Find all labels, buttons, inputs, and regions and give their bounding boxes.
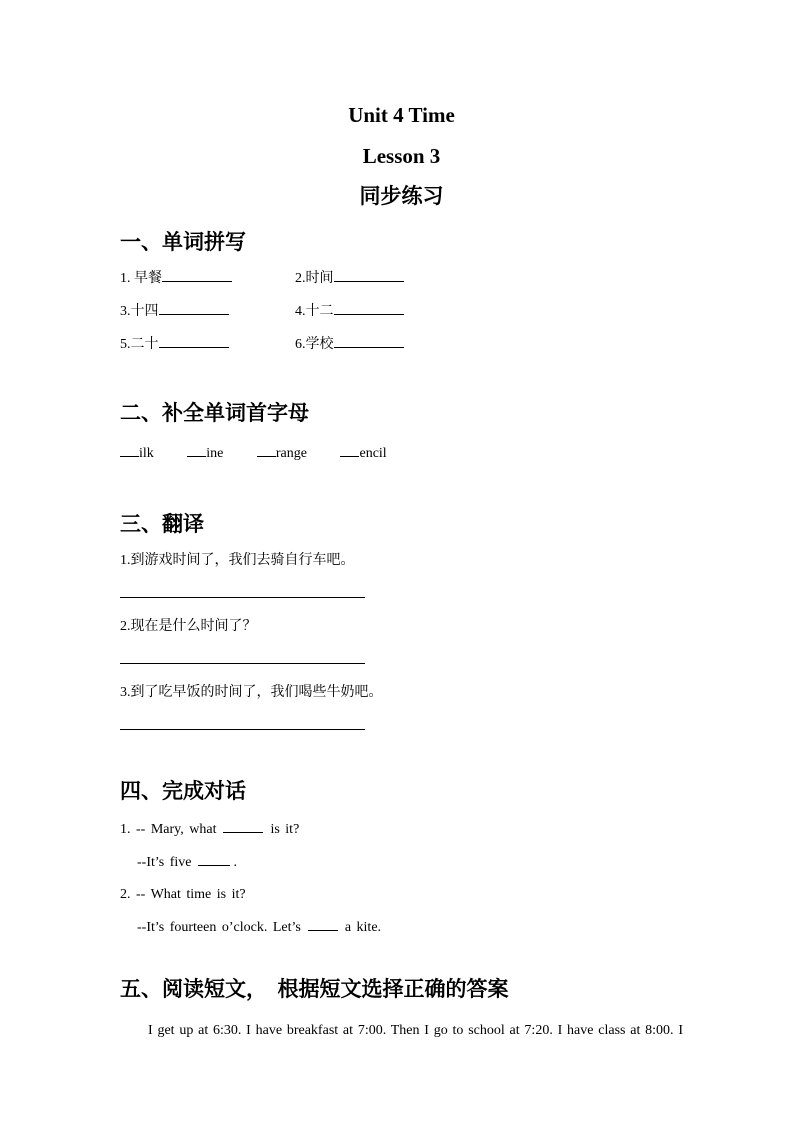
section-dialogue — [120, 780, 683, 938]
section-first-letters — [120, 402, 683, 464]
letter-item-2 — [187, 443, 223, 464]
section-translation — [120, 513, 683, 730]
reading-passage: I get up at 6:30. I have breakfast at 7:00. Then I go to school at 7:20. I have class at 8:00. I — [148, 1023, 683, 1038]
translation-question-3: 3.到了吃早饭的时间了，我们喝些牛奶吧。 — [120, 685, 383, 700]
word-item-2-label: 2.时间 — [295, 271, 334, 286]
word-item-6-blank — [334, 334, 404, 348]
letter-item-2-word: ine — [206, 446, 224, 461]
word-item-2 — [295, 268, 683, 289]
section3-heading: 三、翻译 — [120, 513, 204, 536]
dialogue-line-4-post: a kite. — [344, 920, 382, 935]
translation-list — [120, 551, 683, 730]
section-reading — [120, 978, 683, 1041]
section2-heading: 二、补全单词首字母 — [120, 402, 309, 425]
dialogue-line-2 — [120, 852, 683, 873]
translation-answer-line-1 — [120, 597, 365, 598]
dialogue-line-3-text: 2. -- What time is it? — [120, 887, 246, 902]
letter-item-1 — [120, 443, 154, 464]
page-content — [120, 0, 683, 1055]
letter-item-4 — [340, 443, 386, 464]
dialogue-line-1 — [120, 819, 683, 840]
dialogue-line-4-pre: --It’s fourteen o’clock. Let’s — [137, 920, 301, 935]
dialogue-line-1-pre: 1. -- Mary, what — [120, 822, 217, 837]
letter-item-1-blank — [120, 443, 139, 457]
word-item-1-blank — [162, 268, 232, 282]
letter-item-3-blank — [257, 443, 276, 457]
word-item-5-blank — [159, 334, 229, 348]
letter-item-1-word: ilk — [139, 446, 154, 461]
dialogue-line-2-post: . — [233, 855, 237, 870]
letter-item-3 — [257, 443, 307, 464]
word-item-5-label: 5.二十 — [120, 337, 159, 352]
word-item-3 — [120, 301, 295, 322]
dialogue-line-2-blank — [198, 852, 230, 866]
translation-question-1: 1.到游戏时间了，我们去骑自行车吧。 — [120, 553, 355, 568]
word-item-4-blank — [334, 301, 404, 315]
section-word-spelling — [120, 231, 683, 355]
section4-heading: 四、完成对话 — [120, 780, 246, 803]
word-item-3-label: 3.十四 — [120, 304, 159, 319]
section1-heading: 一、单词拼写 — [120, 231, 246, 254]
dialogue-line-1-blank — [223, 819, 263, 833]
dialogue-line-2-pre: --It’s five — [137, 855, 192, 870]
dialogue-block — [120, 819, 683, 938]
word-item-3-blank — [159, 301, 229, 315]
word-item-1 — [120, 268, 295, 289]
doc-title-lesson: Lesson 3 — [362, 144, 441, 168]
translation-answer-line-3 — [120, 729, 365, 730]
section5-heading: 五、阅读短文， 根据短文选择正确的答案 — [120, 978, 509, 1001]
dialogue-line-4-blank — [308, 917, 338, 931]
word-spelling-grid — [120, 268, 683, 355]
word-item-2-blank — [334, 268, 404, 282]
word-item-5 — [120, 334, 295, 355]
dialogue-line-4 — [120, 917, 683, 938]
first-letter-row — [120, 443, 683, 464]
word-item-1-label: 1. 早餐 — [120, 271, 162, 286]
translation-question-2: 2.现在是什么时间了？ — [120, 619, 257, 634]
letter-item-3-word: range — [275, 446, 307, 461]
word-item-4 — [295, 301, 683, 322]
doc-title-subtitle: 同步练习 — [359, 185, 444, 208]
dialogue-line-1-post: is it? — [270, 822, 300, 837]
letter-item-2-blank — [187, 443, 206, 457]
letter-item-4-word: encil — [359, 446, 387, 461]
word-item-6 — [295, 334, 683, 355]
word-item-4-label: 4.十二 — [295, 304, 334, 319]
letter-item-4-blank — [340, 443, 359, 457]
doc-title-unit: Unit 4 Time — [348, 103, 455, 127]
word-item-6-label: 6.学校 — [295, 337, 334, 352]
dialogue-line-3 — [120, 885, 683, 905]
translation-answer-line-2 — [120, 663, 365, 664]
